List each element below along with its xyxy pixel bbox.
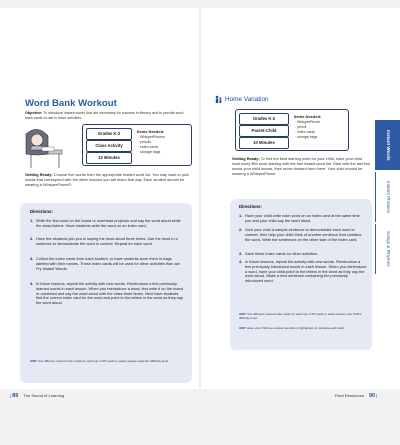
needed-item: · index cards <box>138 145 159 149</box>
needed-item: · WhisperPhones <box>138 135 165 139</box>
needed-item: · storage bags <box>138 150 161 154</box>
hint-text: Use different colored index cards for each set of 25 words to easily assess your child's difficulty level. <box>239 312 362 320</box>
items-needed-title: Items Needed: <box>294 114 322 119</box>
hint <box>239 327 367 331</box>
step-text: Have your child write each word on an index card at the same time you and your child say the word aloud. <box>245 213 360 223</box>
hint <box>30 360 180 364</box>
family-icon <box>214 95 223 104</box>
step-text: Give your child a sample sentence to demonstrate each word in context, then help your child think of another sentence that contains the word. Write the sentences on the other side of the index card. <box>245 227 362 242</box>
needed-item: · index cards <box>295 130 316 134</box>
tab-label: Instant Phrases <box>386 181 391 213</box>
direction-step <box>30 219 185 229</box>
step-number: 4. <box>239 259 243 264</box>
items-needed-title: Items Needed: <box>137 129 165 134</box>
grade-cell: Grades K-2 <box>239 113 289 125</box>
step-number: 4. <box>30 281 34 286</box>
tab-songs-rhymes[interactable] <box>375 224 400 274</box>
step-number: 1. <box>30 218 34 223</box>
hint-text: Have your child use colored pencils or highlighters to decorate each card. <box>247 326 345 330</box>
step-text: In future lessons, repeat the activity with new words. Reintroduce a few previously learned words in each lesson. When you reintroduce a word, first write it on the board or overhead and say the word aloud with the class three times. Next have students find the correct index card for the word and point to the letters in the word as they say the word aloud. <box>36 281 184 306</box>
direction-step <box>30 282 185 306</box>
page-label: Field Resources <box>335 393 364 398</box>
time-cell: 10 Minutes <box>86 152 132 164</box>
needed-item: · WhisperPhone <box>295 120 321 124</box>
getting-ready-text: To find the best starting point for your child, have your child read every fifth word starting with the first instant word list. Start with the last five words your child knows, then move forward from there. Your child should be wearing a WhisperPhone. <box>232 156 370 176</box>
activity-type-cell: Class Activity <box>86 140 132 152</box>
section-title: Home Variation <box>225 96 269 103</box>
step-text: Save these index cards for other activities. <box>245 251 319 256</box>
getting-ready-label: Getting Ready: <box>232 156 260 161</box>
step-number: 2. <box>239 227 243 232</box>
page-title: Word Bank Workout <box>25 98 117 109</box>
activity-info-card <box>235 109 349 151</box>
direction-step <box>30 257 185 271</box>
hint-label: HINT: <box>30 359 38 363</box>
tab-label: Songs & Rhymes <box>386 231 391 267</box>
objective-label: Objective: <box>25 111 43 115</box>
left-page-footer: [ 89 The Sound of Learning <box>10 393 65 399</box>
direction-step <box>239 228 367 242</box>
needed-item: · storage bags <box>295 135 318 139</box>
page-label: The Sound of Learning <box>23 393 65 398</box>
step-text: Have the students join you in saying the word aloud three times. Use the word in a sentence to demonstrate the word in context. Repeat for each word. <box>36 236 178 246</box>
step-text: Write the first word on the board or overhead projector and say the word aloud while the class listens. Have students write the word on an index card. <box>36 218 181 228</box>
time-cell: 10 Minutes <box>239 137 289 149</box>
hint-label: HINT: <box>239 312 247 316</box>
book-spine <box>199 8 201 389</box>
direction-step <box>239 214 367 224</box>
tab-label: Instant Words <box>386 129 391 161</box>
direction-step <box>239 252 367 257</box>
girl-writing-illustration <box>18 128 72 170</box>
tab-instant-words[interactable] <box>375 120 400 170</box>
directions-title: Directions: <box>30 209 53 214</box>
directions-title: Directions: <box>239 204 262 209</box>
getting-ready <box>25 173 190 188</box>
step-number: 2. <box>30 236 34 241</box>
direction-step <box>30 237 185 247</box>
getting-ready-label: Getting Ready: <box>25 172 53 177</box>
objective-text: To introduce instant words that are necessary for success in literacy and to provide word bank cards to use in other activities. <box>25 111 184 120</box>
step-text: Collect the index cards from each student, or have students store them in bags labeled with their names. These index cards will be used for other activities that use Fry Instant Words. <box>36 256 180 271</box>
activity-info-card <box>82 124 192 166</box>
objective <box>25 111 190 120</box>
needed-item: · pencil <box>295 125 307 129</box>
getting-ready-text: Choose five words from the appropriate Instant word list. You may want to pick words that correspond with the other lessons you will teach that day. Each student should be wearing a WhisperPhone® <box>25 172 189 187</box>
hint <box>239 313 367 321</box>
hint-label: HINT: <box>239 326 247 330</box>
tab-instant-phrases[interactable] <box>375 172 400 222</box>
step-number: 3. <box>239 251 243 256</box>
top-margin-band <box>0 0 400 8</box>
needed-item: · pencils <box>138 140 152 144</box>
participants-cell: Parent-Child <box>239 125 289 137</box>
directions-box <box>230 199 372 350</box>
direction-step <box>239 260 367 284</box>
right-page-footer: Field Resources 90 ] <box>335 393 378 399</box>
step-number: 1. <box>239 213 243 218</box>
page-number: 89 <box>12 393 19 399</box>
step-number: 3. <box>30 256 34 261</box>
directions-box <box>20 203 192 383</box>
getting-ready <box>232 157 370 177</box>
step-text: In future lessons, repeat the activity with new words. Reintroduce a few previously introduced words in each lesson. When you reintroduce a word, have your child point to the letters in the word as they say the word aloud. Make a new sentence containing the previously introduced word. <box>245 259 367 284</box>
grade-cell: Grades K-2 <box>86 128 132 140</box>
hint-text: Use different colored index cards for each set of 25 words to easily assess students' difficulty level. <box>38 359 169 363</box>
page-number: 90 <box>369 393 376 399</box>
